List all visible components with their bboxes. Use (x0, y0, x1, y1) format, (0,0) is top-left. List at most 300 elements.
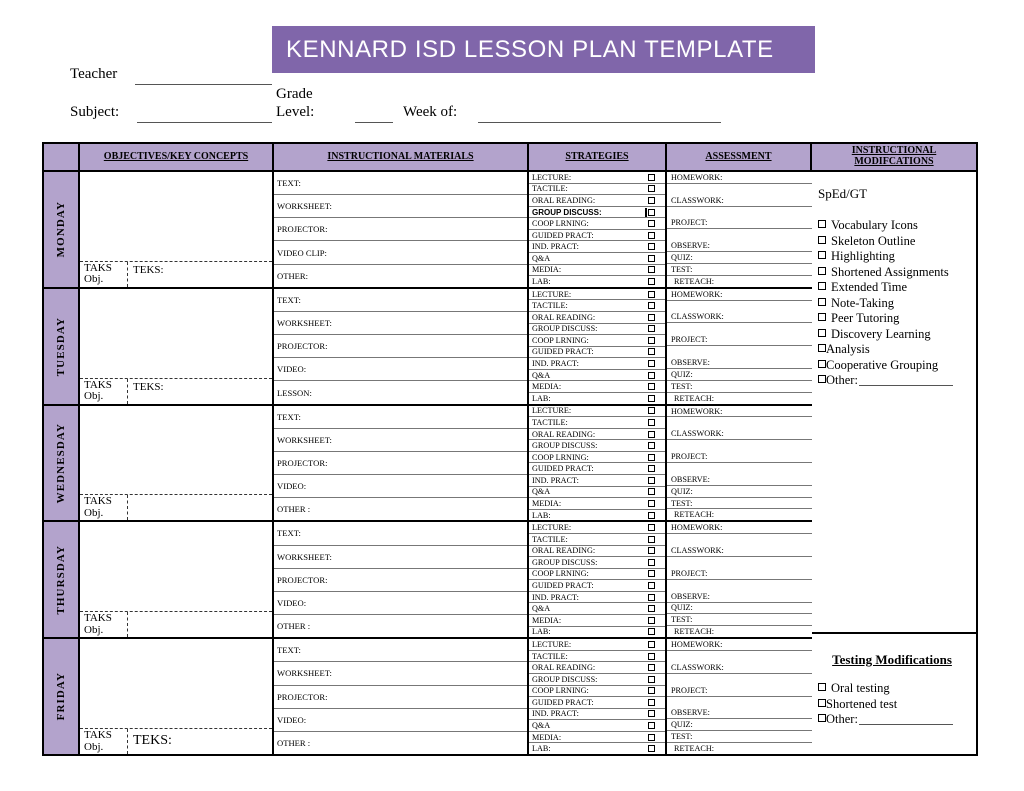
checkbox-icon[interactable] (648, 383, 655, 390)
checklist-item[interactable] (818, 342, 976, 358)
checklist-item-label: Skeleton Outline (831, 233, 916, 248)
strategy-row[interactable] (529, 487, 665, 499)
checklist-item[interactable] (818, 234, 976, 250)
strategy-checkbox-wrap[interactable] (648, 442, 655, 449)
day-label-monday (44, 172, 80, 287)
assessment-row[interactable] (667, 393, 812, 404)
strategy-row[interactable] (529, 406, 665, 418)
strategy-checkbox-wrap[interactable] (648, 232, 655, 239)
assessment-label: TEST: (671, 732, 693, 742)
teks-label[interactable]: TEKS: (133, 380, 164, 393)
strategy-checkbox-wrap[interactable] (648, 243, 655, 250)
checklist-item[interactable] (818, 681, 976, 697)
checkbox-icon[interactable] (648, 582, 655, 589)
checklist-item[interactable] (818, 311, 976, 327)
material-row[interactable] (274, 546, 527, 569)
assessment-row[interactable] (667, 240, 812, 252)
material-label: PROJECTOR: (277, 691, 328, 702)
assessment-row[interactable] (667, 406, 812, 418)
assessment-row[interactable] (667, 522, 812, 534)
strategy-row[interactable] (529, 639, 665, 651)
teks-label[interactable]: TEKS: (133, 263, 164, 276)
assessment-row[interactable] (667, 639, 812, 651)
strategy-checkbox-wrap[interactable] (648, 220, 655, 227)
strategy-row[interactable] (529, 603, 665, 615)
checkbox-icon[interactable] (648, 512, 655, 519)
testing-modifications-title: Testing Modifications (832, 652, 952, 667)
strategy-row[interactable] (529, 674, 665, 686)
strategy-row[interactable] (529, 720, 665, 732)
checkbox-icon[interactable] (648, 243, 655, 250)
assessment-row[interactable] (667, 312, 812, 324)
checkbox-icon[interactable] (648, 488, 655, 495)
strategy-checkbox-wrap[interactable] (648, 641, 655, 648)
checkbox-icon[interactable] (818, 251, 826, 259)
strategy-row[interactable] (529, 184, 665, 196)
checkbox-icon[interactable] (648, 278, 655, 285)
strategy-checkbox-wrap[interactable] (648, 325, 655, 332)
checkbox-icon[interactable] (648, 547, 655, 554)
strategy-row[interactable] (529, 662, 665, 674)
day-label-friday (44, 639, 80, 754)
material-row[interactable] (274, 662, 527, 685)
assessment-spacer (667, 184, 812, 195)
material-row[interactable] (274, 429, 527, 452)
assessment-row[interactable] (667, 264, 812, 276)
strategy-row[interactable] (529, 172, 665, 184)
checkbox-icon[interactable] (818, 360, 826, 368)
assessment-row[interactable] (667, 474, 812, 486)
strategy-row[interactable] (529, 381, 665, 393)
checkbox-icon[interactable] (818, 313, 826, 321)
day-rows-area (44, 172, 812, 754)
strategy-row[interactable] (529, 218, 665, 230)
checkbox-icon[interactable] (648, 594, 655, 601)
strategy-row[interactable] (529, 592, 665, 604)
checkbox-icon[interactable] (648, 734, 655, 741)
strategy-row[interactable] (529, 393, 665, 404)
strategy-row[interactable] (529, 475, 665, 487)
checkbox-icon[interactable] (648, 348, 655, 355)
strategy-label: LAB: (532, 276, 551, 286)
material-row[interactable] (274, 686, 527, 709)
strategy-row[interactable] (529, 510, 665, 521)
checkbox-icon[interactable] (648, 617, 655, 624)
strategy-label: MEDIA: (532, 382, 562, 392)
strategy-checkbox-wrap[interactable] (648, 348, 655, 355)
checkbox-icon[interactable] (648, 266, 655, 273)
objectives-writing-area[interactable] (80, 639, 272, 728)
checklist-item[interactable] (818, 327, 976, 343)
strategy-label: GUIDED PRACT: (532, 347, 594, 357)
checkbox-icon[interactable] (648, 232, 655, 239)
assessment-row[interactable] (667, 662, 812, 674)
assessment-row[interactable] (667, 172, 812, 184)
objectives-writing-area[interactable] (80, 522, 272, 611)
strategy-row[interactable] (529, 289, 665, 301)
strategy-checkbox-wrap[interactable] (648, 676, 655, 683)
strategy-row[interactable] (529, 686, 665, 698)
checkbox-icon[interactable] (648, 699, 655, 706)
checkbox-icon[interactable] (648, 722, 655, 729)
checkbox-icon[interactable] (648, 302, 655, 309)
assessment-row[interactable] (667, 719, 812, 731)
objectives-cell[interactable] (80, 522, 274, 637)
week-of-input-line[interactable] (478, 122, 721, 123)
materials-cell (274, 406, 529, 521)
strategy-label: LECTURE: (532, 406, 572, 416)
strategy-row[interactable] (529, 358, 665, 370)
strategy-checkbox-wrap[interactable] (648, 605, 655, 612)
checkbox-icon[interactable] (818, 267, 826, 275)
checklist-item[interactable] (818, 218, 976, 234)
assessment-spacer (667, 323, 812, 334)
checkbox-icon[interactable] (648, 442, 655, 449)
checkbox-icon[interactable] (818, 329, 826, 337)
strategy-row[interactable] (529, 440, 665, 452)
assessment-row[interactable] (667, 626, 812, 637)
checkbox-icon[interactable] (818, 236, 826, 244)
checkbox-icon[interactable] (648, 372, 655, 379)
strategy-checkbox-wrap[interactable] (648, 664, 655, 671)
checkbox-icon[interactable] (818, 683, 826, 691)
checkbox-icon[interactable] (648, 291, 655, 298)
material-row[interactable] (274, 241, 527, 264)
checkbox-icon[interactable] (648, 314, 655, 321)
strategy-row[interactable] (529, 312, 665, 324)
strategy-row[interactable] (529, 335, 665, 347)
strategy-checkbox-wrap[interactable] (648, 291, 655, 298)
testing-modifications-checklist (818, 681, 976, 728)
strategy-checkbox-wrap[interactable] (648, 454, 655, 461)
assessment-row[interactable] (667, 357, 812, 369)
strategy-checkbox-wrap[interactable] (648, 582, 655, 589)
strategy-checkbox-wrap[interactable] (648, 734, 655, 741)
checkbox-icon[interactable] (818, 344, 826, 352)
material-row[interactable] (274, 312, 527, 335)
material-row[interactable] (274, 592, 527, 615)
checkbox-icon[interactable] (648, 664, 655, 671)
checkbox-icon[interactable] (648, 407, 655, 414)
strategy-checkbox-wrap[interactable] (648, 266, 655, 273)
taks-line1: TAKS (84, 261, 112, 274)
strategy-label: TACTILE: (532, 184, 568, 194)
material-row[interactable] (274, 475, 527, 498)
checkbox-icon[interactable] (648, 197, 655, 204)
subject-input-line[interactable] (137, 122, 272, 123)
strategy-checkbox-wrap[interactable] (648, 570, 655, 577)
assessment-label: HOMEWORK: (671, 289, 723, 299)
strategy-row[interactable] (529, 417, 665, 429)
material-label: TEXT: (277, 178, 301, 189)
strategy-checkbox-wrap[interactable] (648, 722, 655, 729)
assessment-row[interactable] (667, 486, 812, 498)
checklist-item[interactable] (818, 712, 976, 728)
teks-label[interactable] (128, 612, 133, 637)
strategy-checkbox-wrap[interactable] (648, 477, 655, 484)
objectives-cell[interactable] (80, 172, 274, 287)
checkbox-icon[interactable] (648, 628, 655, 635)
assessment-label: CLASSWORK: (671, 662, 724, 672)
assessment-row[interactable] (667, 707, 812, 719)
strategy-checkbox-wrap[interactable] (648, 488, 655, 495)
strategy-row[interactable] (529, 697, 665, 709)
strategy-checkbox-wrap[interactable] (648, 185, 655, 192)
strategy-label: LECTURE: (532, 289, 572, 299)
material-row[interactable] (274, 452, 527, 475)
assessment-row[interactable] (667, 568, 812, 580)
checkbox-icon[interactable] (648, 745, 655, 752)
material-row[interactable] (274, 709, 527, 732)
strategy-row[interactable] (529, 463, 665, 475)
material-row[interactable] (274, 358, 527, 381)
strategy-checkbox-wrap[interactable] (648, 302, 655, 309)
strategy-row[interactable] (529, 743, 665, 754)
strategy-label: ORAL READING: (532, 312, 596, 322)
strategy-row[interactable] (529, 522, 665, 534)
checkbox-icon[interactable] (648, 687, 655, 694)
grade-level-input-line[interactable] (355, 122, 393, 123)
assessment-spacer (667, 674, 812, 685)
form-header-area (0, 0, 1024, 140)
strategy-row[interactable] (529, 580, 665, 592)
assessment-row[interactable] (667, 731, 812, 743)
checkbox-icon[interactable] (648, 209, 655, 216)
strategy-row[interactable] (529, 651, 665, 663)
material-row[interactable] (274, 406, 527, 429)
taks-obj-label (80, 612, 128, 637)
strategy-checkbox-wrap[interactable] (648, 594, 655, 601)
material-label: TEXT: (277, 645, 301, 656)
checkbox-icon[interactable] (648, 653, 655, 660)
strategy-checkbox-wrap[interactable] (648, 699, 655, 706)
strategy-row[interactable] (529, 300, 665, 312)
strategy-row[interactable] (529, 732, 665, 744)
objectives-cell[interactable] (80, 639, 274, 754)
checkbox-icon[interactable] (648, 325, 655, 332)
checklist-item[interactable] (818, 373, 976, 389)
strategy-row[interactable] (529, 347, 665, 359)
assessment-row[interactable] (667, 685, 812, 697)
checkbox-icon[interactable] (818, 282, 826, 290)
checkbox-icon[interactable] (648, 255, 655, 262)
material-row[interactable] (274, 615, 527, 637)
assessment-cell (667, 639, 812, 754)
checkbox-icon[interactable] (818, 298, 826, 306)
teks-label[interactable] (128, 495, 133, 520)
strategy-checkbox-wrap[interactable] (648, 419, 655, 426)
strategy-checkbox-wrap[interactable] (648, 547, 655, 554)
checkbox-icon[interactable] (648, 185, 655, 192)
material-row[interactable] (274, 335, 527, 358)
assessment-row[interactable] (667, 743, 812, 754)
strategy-checkbox-wrap[interactable] (648, 653, 655, 660)
checkbox-icon[interactable] (648, 500, 655, 507)
material-label: PROJECTOR: (277, 457, 328, 468)
checklist-item[interactable] (818, 697, 976, 713)
checkbox-icon[interactable] (818, 714, 826, 722)
assessment-row[interactable] (667, 591, 812, 603)
assessment-row[interactable] (667, 218, 812, 230)
strategy-row[interactable] (529, 241, 665, 253)
assessment-row[interactable] (667, 451, 812, 463)
strategy-checkbox-wrap[interactable] (648, 512, 655, 519)
checkbox-icon[interactable] (648, 454, 655, 461)
assessment-row[interactable] (667, 614, 812, 626)
strategy-row[interactable] (529, 324, 665, 336)
strategy-row[interactable] (529, 452, 665, 464)
strategy-checkbox-wrap[interactable] (648, 360, 655, 367)
assessment-label: PROJECT: (671, 568, 708, 578)
checkbox-icon[interactable] (648, 641, 655, 648)
objectives-writing-area[interactable] (80, 289, 272, 378)
strategy-row[interactable] (529, 429, 665, 441)
strategy-checkbox-wrap[interactable] (648, 710, 655, 717)
strategy-checkbox-wrap[interactable] (648, 745, 655, 752)
assessment-label: RETEACH: (674, 276, 715, 286)
checkbox-icon[interactable] (648, 676, 655, 683)
material-row[interactable] (274, 218, 527, 241)
strategy-checkbox-wrap[interactable] (648, 536, 655, 543)
material-row[interactable] (274, 289, 527, 312)
strategy-checkbox-wrap[interactable] (648, 524, 655, 531)
checkbox-icon[interactable] (648, 360, 655, 367)
assessment-row[interactable] (667, 334, 812, 346)
strategy-row[interactable] (529, 546, 665, 558)
checkbox-icon[interactable] (648, 419, 655, 426)
objectives-writing-area[interactable] (80, 172, 272, 261)
checklist-item[interactable] (818, 265, 976, 281)
strategy-checkbox-wrap[interactable] (648, 687, 655, 694)
assessment-row[interactable] (667, 289, 812, 301)
material-row[interactable] (274, 732, 527, 754)
strategy-row[interactable] (529, 498, 665, 510)
strategy-checkbox-wrap[interactable] (648, 559, 655, 566)
checkbox-icon[interactable] (648, 465, 655, 472)
strategy-row[interactable] (529, 370, 665, 382)
strategy-row[interactable] (529, 195, 665, 207)
checkbox-icon[interactable] (648, 337, 655, 344)
material-row[interactable] (274, 639, 527, 662)
checklist-item[interactable] (818, 296, 976, 312)
assessment-row[interactable] (667, 195, 812, 207)
material-row[interactable] (274, 172, 527, 195)
teacher-label: Teacher (70, 66, 118, 82)
checkbox-icon[interactable] (648, 174, 655, 181)
checkbox-icon[interactable] (818, 699, 826, 707)
checklist-item[interactable] (818, 358, 976, 374)
assessment-row[interactable] (667, 545, 812, 557)
objectives-cell[interactable] (80, 406, 274, 521)
checklist-item-label: Other: (826, 373, 858, 387)
material-label: VIDEO CLIP: (277, 247, 327, 258)
checkbox-icon[interactable] (648, 605, 655, 612)
checkbox-icon[interactable] (648, 477, 655, 484)
teks-label[interactable]: TEKS: (133, 732, 172, 748)
assessment-row[interactable] (667, 369, 812, 381)
strategy-checkbox-wrap[interactable] (648, 255, 655, 262)
checkbox-icon[interactable] (648, 431, 655, 438)
strategy-row[interactable] (529, 207, 665, 219)
strategy-checkbox-wrap[interactable] (648, 314, 655, 321)
strategy-checkbox-wrap[interactable] (648, 174, 655, 181)
checkbox-icon[interactable] (648, 559, 655, 566)
strategy-checkbox-wrap[interactable] (648, 372, 655, 379)
checkbox-icon[interactable] (648, 570, 655, 577)
material-label: WORKSHEET: (277, 668, 332, 679)
strategy-checkbox-wrap[interactable] (648, 197, 655, 204)
assessment-row[interactable] (667, 252, 812, 264)
material-row[interactable] (274, 381, 527, 403)
strategy-label: IND. PRACT: (532, 475, 579, 485)
teacher-input-line[interactable] (135, 84, 272, 85)
material-row[interactable] (274, 522, 527, 545)
other-input-line[interactable] (859, 712, 953, 725)
assessment-row[interactable] (667, 498, 812, 510)
assessment-spacer (667, 697, 812, 708)
checklist-item[interactable] (818, 280, 976, 296)
strategy-row[interactable] (529, 534, 665, 546)
assessment-row[interactable] (667, 603, 812, 615)
assessment-row[interactable] (667, 276, 812, 287)
checkbox-icon[interactable] (648, 710, 655, 717)
strategy-row[interactable] (529, 569, 665, 581)
checklist-item[interactable] (818, 249, 976, 265)
material-label: VIDEO: (277, 364, 307, 375)
material-row[interactable] (274, 569, 527, 592)
objectives-writing-area[interactable] (80, 406, 272, 495)
checkbox-icon[interactable] (648, 395, 655, 402)
strategy-checkbox-wrap[interactable] (648, 628, 655, 635)
strategy-row[interactable] (529, 276, 665, 287)
checkbox-icon[interactable] (818, 375, 826, 383)
assessment-row[interactable] (667, 509, 812, 520)
taks-teks-row (80, 494, 272, 520)
objectives-cell[interactable] (80, 289, 274, 404)
strategy-checkbox-wrap[interactable] (645, 208, 655, 217)
material-row[interactable] (274, 498, 527, 520)
assessment-row[interactable] (667, 381, 812, 393)
strategy-row[interactable] (529, 265, 665, 277)
strategy-checkbox-wrap[interactable] (648, 278, 655, 285)
checkbox-icon[interactable] (648, 536, 655, 543)
strategy-checkbox-wrap[interactable] (648, 617, 655, 624)
material-row[interactable] (274, 265, 527, 287)
strategy-row[interactable] (529, 230, 665, 242)
strategy-checkbox-wrap[interactable] (648, 407, 655, 414)
strategy-checkbox-wrap[interactable] (648, 465, 655, 472)
sped-gt-section (812, 172, 976, 634)
assessment-row[interactable] (667, 428, 812, 440)
checkbox-icon[interactable] (648, 220, 655, 227)
strategy-checkbox-wrap[interactable] (648, 500, 655, 507)
assessment-label: TEST: (671, 381, 693, 391)
strategy-row[interactable] (529, 557, 665, 569)
strategy-row[interactable] (529, 627, 665, 638)
material-row[interactable] (274, 195, 527, 218)
strategy-row[interactable] (529, 709, 665, 721)
strategy-checkbox-wrap[interactable] (648, 337, 655, 344)
strategy-row[interactable] (529, 253, 665, 265)
strategy-checkbox-wrap[interactable] (648, 431, 655, 438)
other-input-line[interactable] (859, 373, 953, 386)
checkbox-icon[interactable] (818, 220, 826, 228)
strategy-row[interactable] (529, 615, 665, 627)
strategy-checkbox-wrap[interactable] (648, 383, 655, 390)
strategy-checkbox-wrap[interactable] (648, 395, 655, 402)
checkbox-icon[interactable] (648, 524, 655, 531)
materials-cell (274, 522, 529, 637)
